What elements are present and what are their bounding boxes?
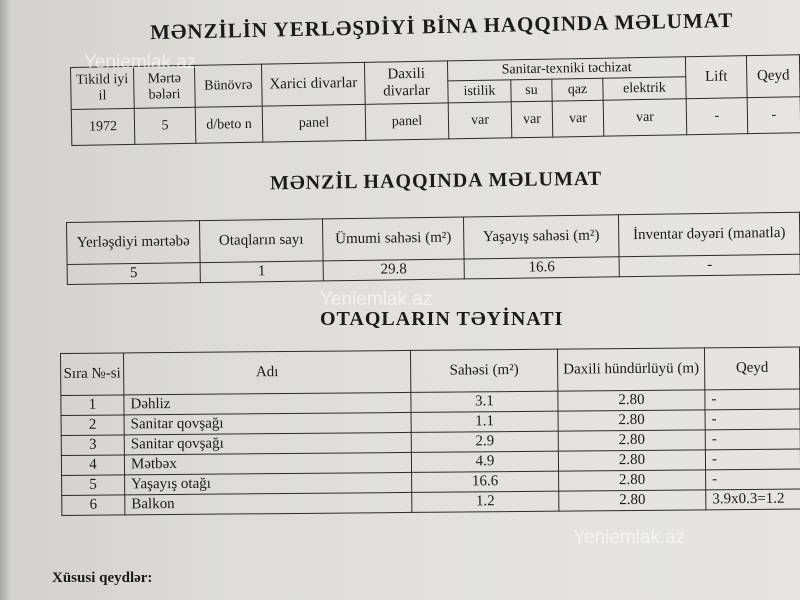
watermark: Yeniemlak.az (573, 527, 686, 548)
header-note: Qeyd (746, 55, 800, 98)
row-number: 3 (61, 435, 124, 456)
header-water: su (511, 79, 552, 102)
value-rooms: 1 (200, 261, 323, 283)
header-lift: Lift (685, 56, 747, 99)
value-electric: var (603, 99, 687, 136)
header-heating: istilik (448, 80, 511, 103)
value-total-area: 29.8 (323, 259, 464, 281)
header-electric: elektrik (603, 77, 686, 100)
room-area: 4.9 (411, 451, 558, 472)
value-living-area: 16.6 (464, 257, 619, 279)
header-living-area: Yaşayış sahəsi (m²) (463, 215, 619, 259)
room-height: 2.80 (558, 430, 705, 451)
rooms-table (60, 347, 800, 516)
value-lift: - (686, 98, 748, 135)
row-number: 6 (62, 495, 125, 516)
room-name: Sanitar qovşağı (124, 432, 411, 455)
room-name: Sanitar qovşağı (124, 412, 411, 435)
page-edge (0, 0, 10, 600)
room-note: - (705, 429, 800, 450)
value-built-year: 1972 (71, 108, 135, 145)
row-number: 1 (61, 395, 124, 416)
room-name: Yaşayış otağı (125, 472, 412, 495)
value-floors: 5 (134, 107, 196, 144)
apartment-table (66, 212, 800, 285)
room-note: 3.9x0.3=1.2 (706, 489, 800, 510)
room-area: 1.2 (412, 491, 559, 512)
value-note: - (747, 97, 800, 134)
value-inventory: - (619, 254, 800, 277)
value-floor: 5 (67, 263, 200, 285)
room-area: 1.1 (411, 411, 558, 432)
room-note: - (705, 449, 800, 470)
header-built-year: Tikild iyi il (71, 66, 135, 109)
room-note: - (706, 469, 800, 490)
building-section-title: MƏNZİLİN YERLƏŞDİYİ BİNA HAQQINDA MƏLUMAT (149, 7, 734, 45)
header-room-area: Sahəsi (m²) (410, 349, 557, 392)
room-height: 2.80 (558, 410, 705, 431)
value-foundation: d/beto n (195, 106, 263, 143)
header-rooms: Otaqların sayı (199, 219, 323, 263)
header-floors: Mərtə bələri (133, 65, 195, 108)
watermark: Yeniemlak.az (320, 289, 433, 310)
room-name: Mətbəx (124, 452, 411, 475)
room-area: 3.1 (411, 391, 558, 412)
row-number: 4 (61, 455, 124, 476)
header-outer-walls: Xarici divarlar (261, 62, 365, 106)
room-height: 2.80 (559, 470, 706, 491)
room-area: 2.9 (411, 431, 558, 452)
room-name: Balkon (125, 492, 412, 515)
value-outer-walls: panel (262, 104, 366, 142)
room-note: - (705, 409, 800, 430)
header-sanitary: Sanitar-texniki təchizat (447, 57, 685, 81)
header-total-area: Ümumi sahəsi (m²) (322, 217, 464, 261)
header-floor: Yerləşdiyi mərtəbə (67, 221, 201, 265)
watermark: Yeniemlak.az (84, 52, 197, 73)
header-room-note: Qeyd (704, 347, 799, 390)
row-number: 5 (62, 475, 125, 496)
room-area: 16.6 (412, 471, 559, 492)
row-number: 2 (61, 415, 124, 436)
room-height: 2.80 (559, 490, 706, 511)
room-height: 2.80 (558, 450, 705, 471)
special-notes-label: Xüsusi qeydlər: (52, 570, 153, 586)
room-height: 2.80 (558, 390, 705, 411)
header-inner-walls: Daxili divarlar (364, 61, 448, 104)
rooms-section-title: OTAQLARIN TƏYİNATI (320, 308, 564, 330)
room-note: - (705, 389, 800, 410)
header-room-name: Adı (124, 350, 411, 395)
value-heating: var (448, 102, 512, 139)
header-row-number: Sıra №-si (61, 353, 124, 396)
header-room-height: Daxili hündürlüyü (m) (557, 348, 704, 391)
value-inner-walls: panel (365, 103, 449, 140)
header-foundation: Bünövrə (194, 64, 262, 107)
room-name: Dəhliz (124, 392, 411, 415)
header-inventory: İnventar dəyəri (manatla) (618, 212, 800, 257)
value-gas: var (552, 100, 604, 137)
value-water: var (511, 101, 553, 138)
header-gas: qaz (552, 78, 603, 101)
apartment-section-title: MƏNZİL HAQQINDA MƏLUMAT (269, 167, 603, 195)
